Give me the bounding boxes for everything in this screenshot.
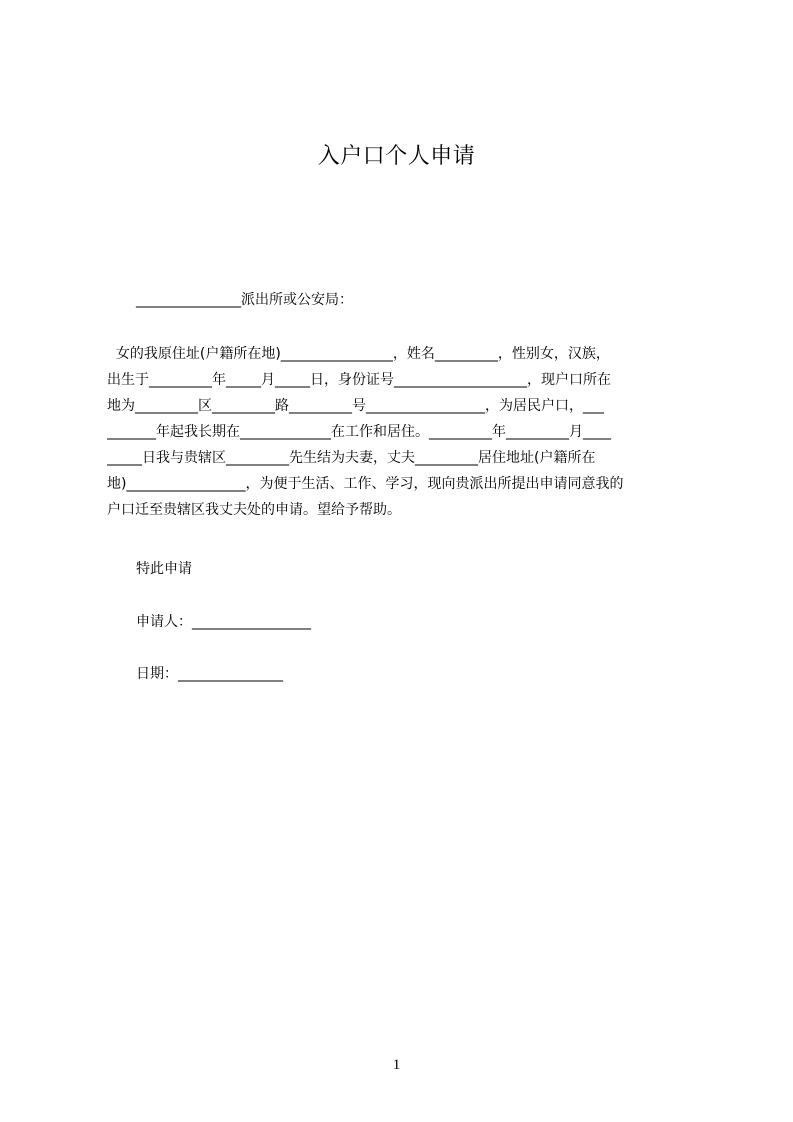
applicant-signature-line: 申请人：_________________ (136, 614, 311, 630)
body-line: 户口迁至贵辖区我丈夫处的申请。望给予帮助。 (107, 502, 401, 518)
body-line: 女的我原住址(户籍所在地)________________，姓名_________，性别女，汉族， (107, 346, 610, 362)
body-line: 地)_________________，为便于生活、工作、学习，现向贵派出所提出申请同意我的 (107, 476, 624, 492)
body-line: 出生于_________年_____月_____日，身份证号___________________，现户口所在 (107, 372, 611, 388)
application-body (107, 341, 702, 523)
date-line: 日期：_______________ (136, 666, 283, 682)
addressee-line: _______________派出所或公安局： (136, 292, 353, 308)
body-line: 地为_________区_________路_________号_________________，为居民户口，___ (107, 398, 604, 414)
page-number: 1 (392, 1057, 401, 1073)
body-line: _______年起我长期在_____________在工作和居住。_________年_________月____ (107, 424, 611, 440)
closing-text: 特此申请 (136, 561, 192, 577)
document-title: 入户口个人申请 (317, 144, 476, 169)
body-line: _____日我与贵辖区_________先生结为夫妻，丈夫_________居住地址(户籍所在 (107, 450, 596, 466)
